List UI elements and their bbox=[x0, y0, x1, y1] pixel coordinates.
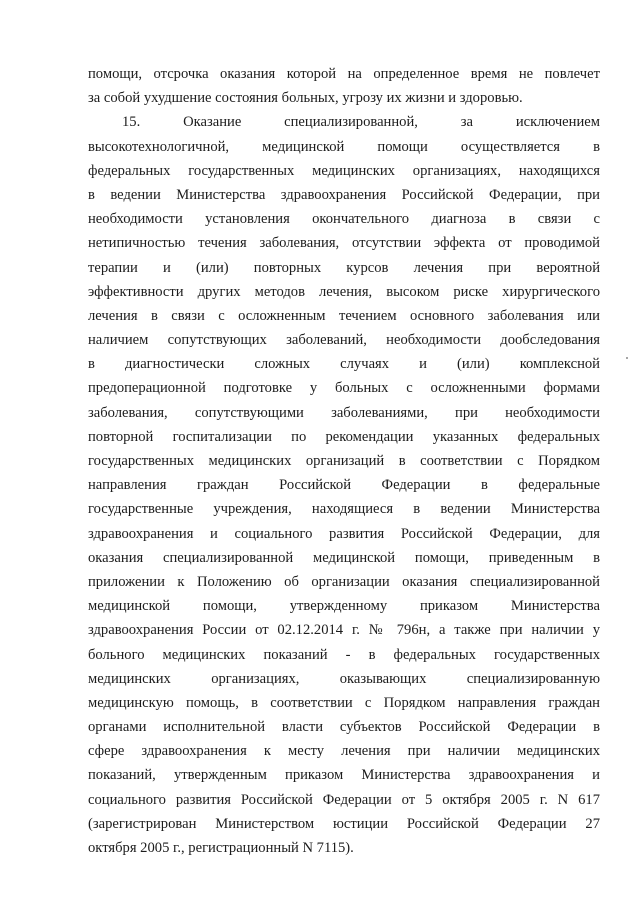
text-line: наличием сопутствующих заболеваний, необходимости дообследования bbox=[88, 332, 600, 349]
text-line: федеральных государственных медицинских организациях, находящихся bbox=[88, 162, 600, 179]
text-line: лечения в связи с осложненным течением основного заболевания или bbox=[88, 307, 600, 324]
document-page bbox=[88, 62, 600, 860]
text-line: медицинскую помощь, в соответствии с Порядком направления граждан bbox=[88, 694, 600, 711]
text-line: приложении к Положению об организации оказания специализированной bbox=[88, 573, 600, 590]
text-line: октября 2005 г., регистрационный N 7115). bbox=[88, 840, 354, 856]
text-line: необходимости установления окончательного диагноза в связи с bbox=[88, 211, 600, 228]
text-line: медицинских организациях, оказывающих специализированную bbox=[88, 670, 600, 687]
text-line: в диагностически сложных случаях и (или) комплексной bbox=[88, 356, 600, 373]
text-line: предоперационной подготовке у больных с осложненными формами bbox=[88, 380, 600, 397]
text-line: за собой ухудшение состояния больных, угрозу их жизни и здоровью. bbox=[88, 90, 523, 107]
text-line: оказания специализированной медицинской помощи, приведенным в bbox=[88, 549, 600, 566]
scan-speck bbox=[626, 357, 628, 359]
text-line: государственных медицинских организаций в соответствии с Порядком bbox=[88, 453, 600, 469]
text-line: здравоохранения России от 02.12.2014 г. № 796н, а также при наличии у bbox=[88, 622, 600, 639]
paragraph-15 bbox=[88, 110, 600, 860]
text-line: сфере здравоохранения к месту лечения при наличии медицинских bbox=[88, 743, 600, 760]
text-line: эффективности других методов лечения, высоком риске хирургического bbox=[88, 283, 600, 300]
text-line: государственные учреждения, находящиеся в ведении Министерства bbox=[88, 501, 600, 518]
text-line: в ведении Министерства здравоохранения Российской Федерации, при bbox=[88, 186, 600, 203]
text-line: органами исполнительной власти субъектов Российской Федерации в bbox=[88, 719, 600, 736]
text-line: больного медицинских показаний - в федеральных государственных bbox=[88, 646, 600, 663]
text-line: нетипичностью течения заболевания, отсутствии эффекта от проводимой bbox=[88, 235, 600, 252]
text-line: здравоохранения и социального развития Российской Федерации, для bbox=[88, 525, 600, 542]
text-line: терапии и (или) повторных курсов лечения при вероятной bbox=[88, 259, 600, 276]
paragraph-continuation bbox=[88, 62, 600, 110]
text-line: помощи, отсрочка оказания которой на определенное время не повлечет bbox=[88, 66, 600, 82]
text-line: (зарегистрирован Министерством юстиции Российской Федерации 27 bbox=[88, 815, 600, 832]
text-line: медицинской помощи, утвержденному приказом Министерства bbox=[88, 598, 600, 615]
text-line: социального развития Российской Федерации от 5 октября 2005 г. N 617 bbox=[88, 791, 600, 808]
text-line: показаний, утвержденным приказом Министерства здравоохранения и bbox=[88, 767, 600, 784]
text-line: 15. Оказание специализированной, за исключением bbox=[122, 114, 600, 131]
text-line: заболевания, сопутствующими заболеваниями, при необходимости bbox=[88, 404, 600, 421]
text-line: направления граждан Российской Федерации в федеральные bbox=[88, 477, 600, 494]
text-line: высокотехнологичной, медицинской помощи осуществляется в bbox=[88, 138, 600, 155]
text-line: повторной госпитализации по рекомендации указанных федеральных bbox=[88, 428, 600, 445]
